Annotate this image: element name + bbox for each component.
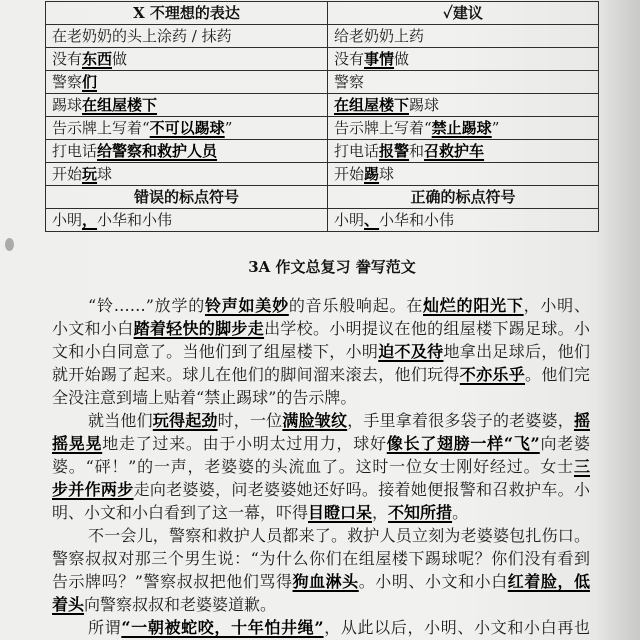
bad-expression-cell [46,48,328,71]
essay-line [52,340,590,363]
essay-line [52,478,590,501]
text-segment: 给老奶奶上药 [334,27,425,45]
essay-line [52,455,590,478]
text-segment: 和 [409,142,425,160]
text-segment: 文和小白同意了。当他们到了组屋楼下，小明 [52,342,379,361]
essay-paragraph [52,294,590,409]
bad-expression-cell [46,25,328,48]
essay-line [52,317,590,340]
essay-line [52,547,590,570]
text-segment: ” [224,119,233,137]
essay-line [52,593,590,616]
text-segment: 就开始踢了起来。球儿在他们的脚间溜来滚去，他们玩得 [52,365,460,384]
text-segment: 小华和小伟 [97,211,173,229]
text-segment: 开始 [334,165,365,183]
emphasized-phrase: 狗血淋头 [292,572,359,591]
punctuation-header-row [46,186,599,209]
emphasized-text: 在组屋楼下 [334,96,410,114]
essay-paragraph [52,616,590,639]
emphasized-phrase: 玩得起劲 [152,411,218,430]
text-segment: 时，一位 [217,411,283,430]
text-segment: 就当他们 [88,411,153,430]
emphasized-phrase: 不知所措 [388,503,453,522]
text-segment: 做 [394,50,410,68]
emphasized-phrase: 步并作两步 [52,480,134,499]
emphasized-text: 、 [364,211,380,229]
header-wrong-punctuation: 错误的标点符号 [46,186,328,209]
emphasized-phrase: 像长了翅膀一样“飞” [386,434,540,453]
essay-line [52,409,590,432]
text-segment: 开始 [52,165,83,183]
emphasized-text: ， [82,211,98,229]
text-segment: 不一会儿，警察和救护人员都来了。救护人员立刻为老婆婆包扎伤口。 [88,526,590,545]
essay-title: 3A 作文总复习 誊写范文 [248,258,416,276]
text-segment: 。小明、小文和小白 [358,572,508,591]
text-segment: 警察 [52,73,83,91]
bad-expression-cell [46,71,328,94]
essay-paragraph [52,409,590,524]
emphasized-text: 们 [82,73,98,91]
comparison-table [45,1,599,232]
emphasized-phrase: 摇晃晃 [52,434,103,453]
text-segment: 球 [379,165,395,183]
text-segment: 明、小文和小白看到了这一幕，吓得 [52,503,309,522]
emphasized-phrase: 红着脸，低 [507,572,590,591]
text-segment: 婆。“砰！”的一声，老婆婆的头流血了。这时一位女士刚好经过。女士 [52,457,574,476]
wrong-punctuation-cell [46,209,328,232]
text-segment: “铃……”放学的 [88,296,205,315]
text-segment: ，手里拿着很多袋子的老婆婆， [347,411,574,430]
text-segment: ” [491,119,500,137]
scan-edge-shadow [594,0,640,640]
emphasized-phrase: 铃声如美妙 [204,296,289,315]
text-segment: 出学校。小明提议在他的组屋楼下踢足球。小 [264,319,590,338]
essay-line [52,616,590,639]
emphasized-phrase: 目瞪口呆 [308,503,373,522]
text-segment: 踢球 [409,96,440,114]
emphasized-text: 玩 [82,165,98,183]
suggested-expression-cell [328,140,599,163]
bad-expression-cell [46,163,328,186]
bad-expression-cell [46,94,328,117]
essay-paragraph [52,524,590,616]
header-bad-expression: X 不理想的表达 [46,2,328,25]
scan-mark [5,238,14,251]
header-suggestion: ✓建议 [328,2,599,25]
text-segment: 做 [112,50,128,68]
text-segment: 向老婆 [539,434,590,453]
essay-line [52,294,590,317]
suggested-expression-cell [328,117,599,140]
text-segment: 向警察叔叔和老婆婆道歉。 [84,595,277,614]
text-segment: 小华和小伟 [379,211,455,229]
emphasized-phrase: 灿烂的阳光下 [423,296,524,315]
table-row [46,25,599,48]
emphasized-text: 东西 [82,50,113,68]
essay-line [52,432,590,455]
table-row [46,140,599,163]
suggested-expression-cell [328,163,599,186]
emphasized-phrase: 着头 [52,595,85,614]
text-segment: 打电话 [52,142,98,160]
text-segment: 所谓 [88,618,122,637]
text-segment: 走向老婆婆，问老婆婆她还好吗。接着她便报警和召救护车。小 [133,480,590,499]
table-row [46,94,599,117]
emphasized-phrase: 迫不及待 [378,342,444,361]
emphasized-phrase: 摇 [573,411,590,430]
text-segment: 没有 [52,50,83,68]
emphasized-text: 召救护车 [424,142,485,160]
text-segment: 告示牌上写着“ [334,119,432,137]
essay-line [52,386,590,409]
text-segment: ，小明、 [523,296,590,315]
text-segment: 在老奶奶的头上涂药 / 抹药 [52,27,232,45]
emphasized-text: 在组屋楼下 [82,96,158,114]
table-header-row [46,2,599,25]
header-correct-punctuation: 正确的标点符号 [328,186,599,209]
table-row [46,209,599,232]
emphasized-phrase: 三 [573,457,590,476]
text-segment: 。 [452,503,469,522]
text-segment: ，从此以后，小明、小文和小白再也 [323,618,590,637]
essay-body [52,294,590,639]
text-segment: 小明 [52,211,83,229]
emphasized-text: 禁止踢球 [431,119,492,137]
text-segment: 小明 [334,211,365,229]
text-segment: 没有 [334,50,365,68]
text-segment: 告示牌上写着“ [52,119,150,137]
suggested-expression-cell [328,25,599,48]
bad-expression-cell [46,140,328,163]
text-segment: 告示牌吗？”警察叔叔把他们骂得 [52,572,293,591]
emphasized-phrase: 不亦乐乎 [459,365,526,384]
essay-line [52,524,590,547]
suggested-expression-cell [328,94,599,117]
suggested-expression-cell [328,48,599,71]
correct-punctuation-cell [328,209,599,232]
text-segment: 球 [97,165,113,183]
essay-line [52,501,590,524]
emphasized-text: 踢 [364,165,380,183]
text-segment: 警察叔叔对那三个男生说：“为什么你们在组屋楼下踢球呢？你们没有看到 [52,549,590,568]
text-segment: 小文和小白 [52,319,134,338]
emphasized-phrase: 踏着轻快的脚步走 [133,319,265,338]
text-segment: 的音乐般响起。在 [288,296,424,315]
suggested-expression-cell [328,71,599,94]
table-row [46,117,599,140]
text-segment: 警察 [334,73,365,91]
text-segment: 。他们完 [525,365,590,384]
emphasized-text: 给警察和救护人员 [97,142,218,160]
emphasized-text: 事情 [364,50,395,68]
text-segment: 地拿出足球后，他们 [443,342,590,361]
emphasized-phrase: “一朝被蛇咬，十年怕井绳” [121,618,324,637]
essay-line [52,570,590,593]
table-row [46,163,599,186]
text-segment: 踢球 [52,96,83,114]
text-segment: 打电话 [334,142,380,160]
emphasized-text: 报警 [379,142,410,160]
text-segment: 地走了过来。由于小明太过用力，球好 [102,434,387,453]
emphasized-text: 不可以踢球 [149,119,225,137]
table-row [46,48,599,71]
essay-line [52,363,590,386]
table-row [46,71,599,94]
text-segment: 全没注意到墙上贴着“禁止踢球”的告示牌。 [52,388,357,407]
emphasized-phrase: 满脸皱纹 [282,411,348,430]
bad-expression-cell [46,117,328,140]
text-segment: ， [372,503,389,522]
